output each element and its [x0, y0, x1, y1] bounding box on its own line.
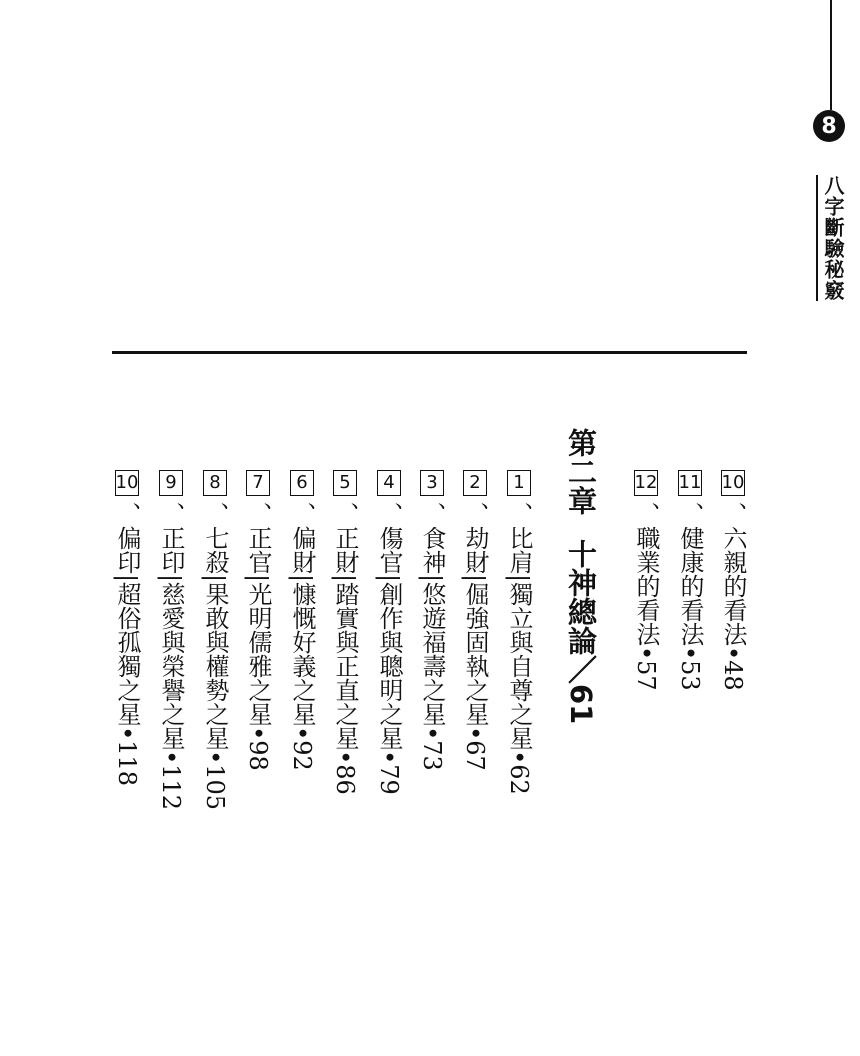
chapter-heading[interactable]: [564, 428, 598, 724]
edge-line: [830, 0, 832, 110]
item-number-box: 1: [507, 470, 531, 496]
item-number-box: 6: [290, 470, 314, 496]
toc-item-10[interactable]: [113, 470, 141, 786]
chapter-title: 十神總論／61: [564, 539, 598, 725]
item-text: 、健康的看法•53: [676, 502, 704, 691]
toc-item-prev-12[interactable]: [632, 470, 660, 691]
item-number-box: 5: [333, 470, 357, 496]
toc-item-1[interactable]: [505, 470, 533, 795]
book-title: 八字斷驗秘竅: [816, 175, 846, 301]
item-text: 、七殺|果敢與權勢之星•105: [201, 502, 229, 811]
divider-rule: [112, 351, 747, 354]
item-number-box: 10: [721, 470, 746, 496]
toc-item-8[interactable]: [201, 470, 229, 810]
item-text: 、偏財|慷慨好義之星•92: [288, 502, 316, 771]
item-number-box: 12: [634, 470, 659, 496]
chapter-label: 第二章: [564, 428, 598, 515]
item-number-box: 8: [203, 470, 227, 496]
item-text: 、食神|悠遊福壽之星•73: [418, 502, 446, 771]
item-text: 、職業的看法•57: [632, 502, 660, 691]
item-text: 、正官|光明儒雅之星•98: [244, 502, 272, 771]
item-number-box: 11: [678, 470, 703, 496]
toc-item-7[interactable]: [244, 470, 272, 771]
item-text: 、劫財|倔強固執之星•67: [461, 502, 489, 771]
item-number-box: 10: [115, 470, 140, 496]
toc-item-4[interactable]: [375, 470, 403, 795]
page-number-badge: 8: [813, 110, 845, 142]
toc-item-5[interactable]: [331, 470, 359, 795]
item-number-box: 4: [377, 470, 401, 496]
item-number-box: 2: [463, 470, 487, 496]
toc-item-prev-11[interactable]: [676, 470, 704, 691]
toc-item-prev-10[interactable]: [719, 470, 747, 691]
item-text: 、偏印|超俗孤獨之星•118: [113, 502, 141, 787]
item-number-box: 7: [246, 470, 270, 496]
item-text: 、六親的看法•48: [719, 502, 747, 691]
item-text: 、傷官|創作與聰明之星•79: [375, 502, 403, 795]
toc-item-3[interactable]: [418, 470, 446, 771]
item-text: 、正印|慈愛與榮譽之星•112: [157, 502, 185, 811]
item-text: 、正財|踏實與正直之星•86: [331, 502, 359, 795]
item-text: 、比肩|獨立與自尊之星•62: [505, 502, 533, 795]
toc-item-6[interactable]: [288, 470, 316, 771]
item-number-box: 3: [420, 470, 444, 496]
toc-item-9[interactable]: [157, 470, 185, 810]
toc-item-2[interactable]: [461, 470, 489, 771]
item-number-box: 9: [159, 470, 183, 496]
